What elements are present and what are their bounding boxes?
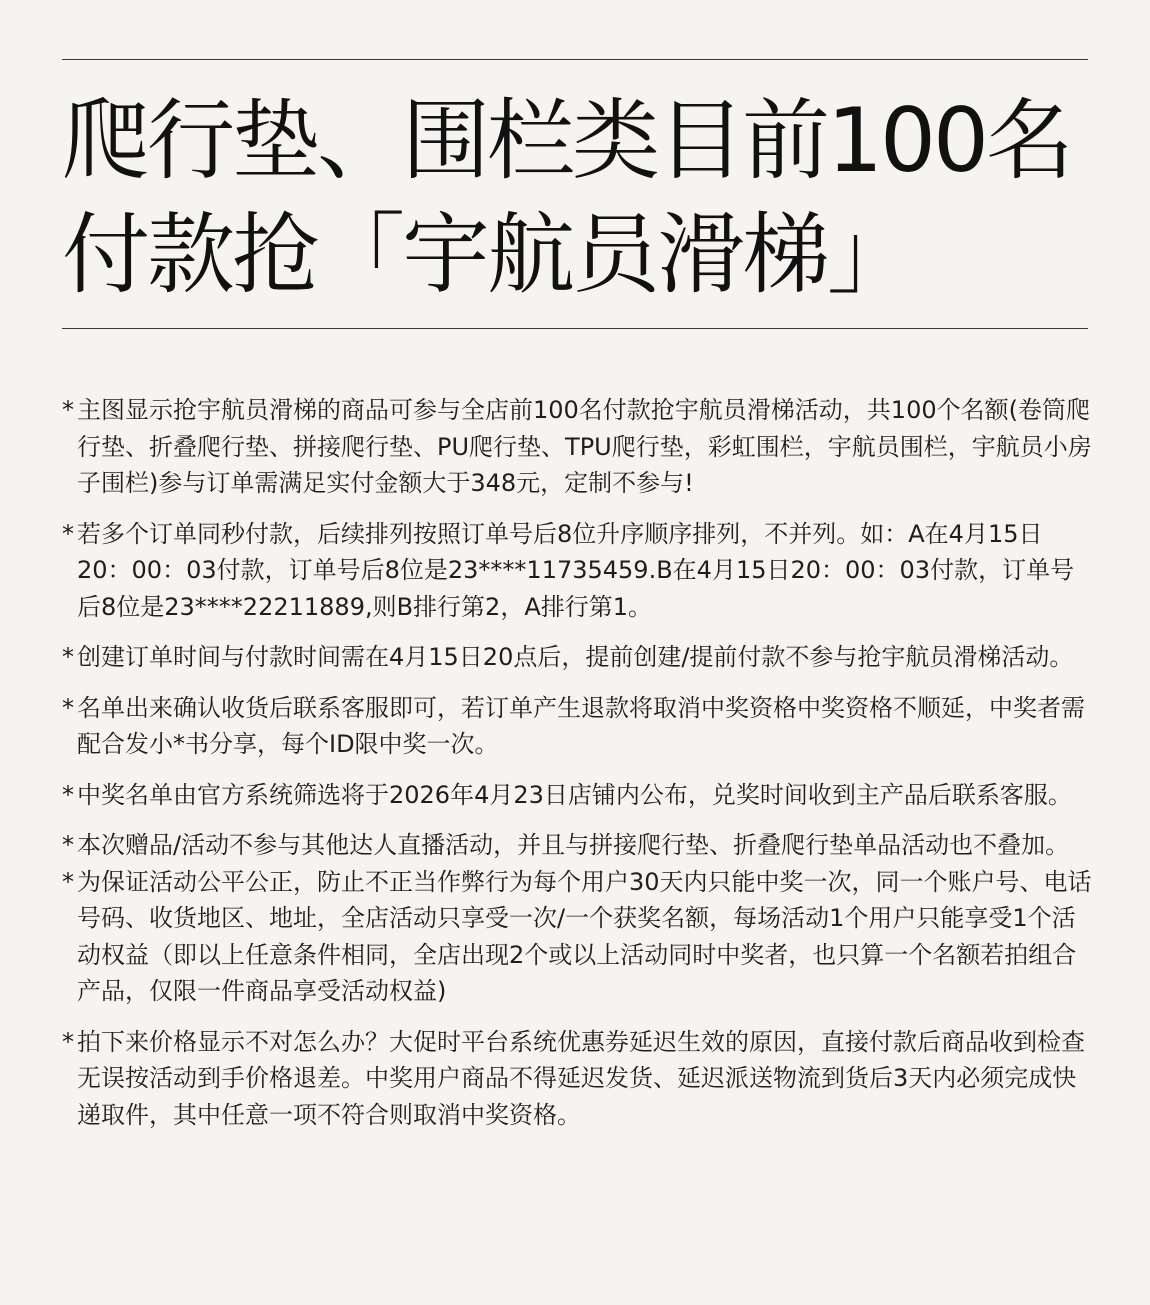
rule-item: [62, 827, 1092, 864]
rule-item: [62, 1024, 1092, 1134]
bottom-divider: [62, 328, 1088, 329]
title-line-1: 爬行垫、围栏类目前100名: [62, 89, 1071, 192]
rule-item: [62, 864, 1092, 1010]
rule-item: [62, 690, 1092, 763]
bullet-asterisk: *: [62, 519, 74, 548]
rule-text: 若多个订单同秒付款，后续排列按照订单号后8位升序顺序排列，不并列。如：A在4月15日20：00：03付款，订单号后8位是23****11735459.B在4月15日20：00：03付款，订单号后8位是23****22211889,则B排行第2，A排行第1。: [77, 519, 1075, 621]
rule-text: 为保证活动公平公正，防止不正当作弊行为每个用户30天内只能中奖一次，同一个账户号、电话号码、收货地区、地址，全店活动只享受一次/一个获奖名额，每场活动1个用户只能享受1个活动权益（即以上任意条件相同，全店出现2个或以上活动同时中奖者，也只算一个名额若拍组合产品，仅限一件商品享受活动权益): [77, 867, 1092, 1005]
page-title: [62, 84, 1102, 312]
rule-text: 本次赠品/活动不参与其他达人直播活动，并且与拼接爬行垫、折叠爬行垫单品活动也不叠加。: [77, 831, 1070, 859]
rule-text: 主图显示抢宇航员滑梯的商品可参与全店前100名付款抢宇航员滑梯活动，共100个名额(卷筒爬行垫、折叠爬行垫、拼接爬行垫、PU爬行垫、TPU爬行垫，彩虹围栏，宇航员围栏，宇航员小房子围栏)参与订单需满足实付金额大于348元，定制不参与!: [77, 396, 1092, 497]
title-line-2: 付款抢「宇航员滑梯」: [62, 203, 913, 306]
bullet-asterisk: *: [62, 780, 74, 809]
rule-text: 拍下来价格显示不对怎么办？大促时平台系统优惠券延迟生效的原因，直接付款后商品收到检查无误按活动到手价格退差。中奖用户商品不得延迟发货、延迟派送物流到货后3天内必须完成快递取件，其中任意一项不符合则取消中奖资格。: [77, 1027, 1085, 1129]
bullet-asterisk: *: [62, 693, 74, 722]
rule-item: [62, 516, 1092, 626]
bullet-asterisk: *: [62, 643, 74, 671]
rule-item: [62, 392, 1092, 502]
rule-item: [62, 639, 1092, 676]
bullet-asterisk: *: [62, 867, 74, 896]
rule-item: [62, 777, 1092, 814]
rule-text: 中奖名单由官方系统筛选将于2026年4月23日店铺内公布，兑奖时间收到主产品后联系客服。: [77, 780, 1072, 809]
rule-text: 创建订单时间与付款时间需在4月15日20点后，提前创建/提前付款不参与抢宇航员滑梯活动。: [77, 643, 1074, 671]
bullet-asterisk: *: [62, 831, 74, 859]
rule-text: 名单出来确认收货后联系客服即可，若订单产生退款将取消中奖资格中奖资格不顺延，中奖者需配合发小*书分享，每个ID限中奖一次。: [77, 693, 1085, 758]
bullet-asterisk: *: [62, 396, 74, 424]
bullet-asterisk: *: [62, 1027, 74, 1056]
top-divider: [62, 59, 1088, 60]
rules-list: [62, 392, 1092, 1147]
